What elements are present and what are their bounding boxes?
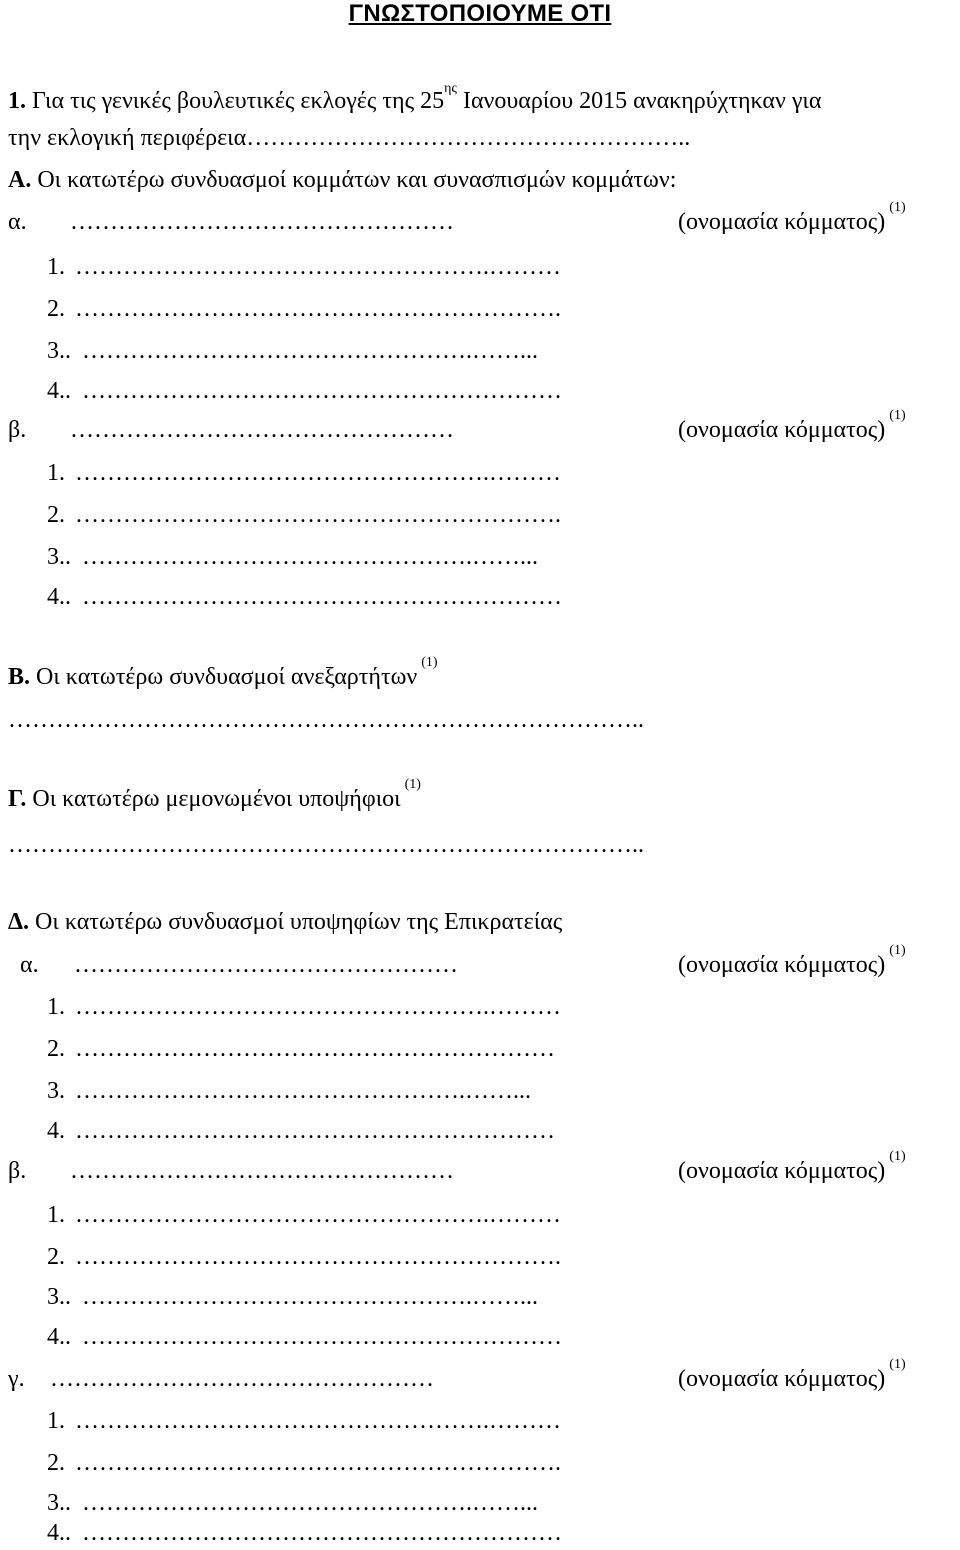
a-alpha-3: 3.. (47, 338, 71, 364)
a-beta-1: 1. (47, 460, 65, 486)
a-alpha-4: 4.. (47, 378, 71, 404)
a-alpha-2: 2. (47, 296, 65, 322)
section-c-fill: …………………………………………………………………….. (8, 832, 644, 858)
a-beta-2-fill: ……………………………………………………. (75, 502, 561, 528)
ref-note: (1) (889, 200, 906, 215)
d-beta-label: β. (8, 1158, 27, 1184)
section-b-fill: …………………………………………………………………….. (8, 707, 644, 733)
d-gamma-1-fill: …………………………………………….……… (75, 1408, 561, 1434)
a-alpha-fill: ………………………………………… (70, 209, 454, 235)
a-alpha-1-fill: …………………………………………….……… (75, 254, 561, 280)
a-beta-4: 4.. (47, 584, 71, 610)
a-beta-3: 3.. (47, 544, 71, 570)
section-c-heading (8, 777, 421, 816)
para1-text-a: Για τις γενικές βουλευτικές εκλογές της 25 (32, 88, 445, 114)
d-alpha-1-fill: …………………………………………….……… (75, 994, 561, 1020)
a-alpha-3-fill: ………………………………………….……... (82, 338, 538, 364)
section-d-heading (8, 905, 562, 939)
d-beta-1: 1. (47, 1202, 65, 1228)
para1-line2: την εκλογική περιφέρεια……………………………………………….. (8, 125, 691, 151)
a-alpha-party (678, 200, 906, 239)
d-gamma-4: 4.. (47, 1520, 71, 1546)
section-b-letter: Β. (8, 664, 31, 690)
d-gamma-3: 3.. (47, 1490, 71, 1516)
d-alpha-4: 4. (47, 1118, 65, 1144)
party-label: (ονομασία κόμματος) (678, 417, 886, 443)
d-beta-2-fill: ……………………………………………………. (75, 1244, 561, 1270)
party-label: (ονομασία κόμματος) (678, 209, 886, 235)
party-label: (ονομασία κόμματος) (678, 952, 886, 978)
d-beta-fill: ………………………………………… (70, 1158, 454, 1184)
d-alpha-3: 3. (47, 1078, 65, 1104)
page-title: ΓΝΩΣΤΟΠΟΙΟΥΜΕ ΟΤΙ (348, 0, 612, 27)
ref-note: (1) (889, 1149, 906, 1164)
d-beta-4-fill: …………………………………………………… (82, 1324, 562, 1350)
d-beta-party (678, 1149, 906, 1188)
d-alpha-4-fill: …………………………………………………… (75, 1118, 555, 1144)
a-beta-2: 2. (47, 502, 65, 528)
d-beta-3-fill: ………………………………………….……... (82, 1284, 538, 1310)
a-alpha-1: 1. (47, 254, 65, 280)
d-alpha-label: α. (20, 952, 39, 978)
a-beta-3-fill: ………………………………………….……... (82, 544, 538, 570)
d-beta-1-fill: …………………………………………….……… (75, 1202, 561, 1228)
d-beta-3: 3.. (47, 1284, 71, 1310)
a-alpha-4-fill: …………………………………………………… (82, 378, 562, 404)
section-a-heading (8, 163, 676, 197)
a-alpha-2-fill: ……………………………………………………. (75, 296, 561, 322)
d-alpha-2: 2. (47, 1036, 65, 1062)
a-beta-4-fill: …………………………………………………… (82, 584, 562, 610)
ref-note: (1) (404, 777, 421, 792)
party-label: (ονομασία κόμματος) (678, 1158, 886, 1184)
section-c-text: Οι κατωτέρω μεμονωμένοι υποψήφιοι (32, 786, 401, 812)
section-c-letter: Γ. (8, 786, 27, 812)
d-gamma-label: γ. (8, 1366, 25, 1392)
para1-line1 (8, 81, 822, 118)
section-b-heading (8, 655, 438, 694)
d-beta-2: 2. (47, 1244, 65, 1270)
a-alpha-label: α. (8, 209, 27, 235)
d-gamma-party (678, 1357, 906, 1396)
ref-note: (1) (889, 1357, 906, 1372)
d-alpha-3-fill: ………………………………………….……... (75, 1078, 531, 1104)
a-beta-party (678, 408, 906, 447)
section-d-text: Οι κατωτέρω συνδυασμοί υποψηφίων της Επικρατείας (35, 909, 563, 935)
d-gamma-3-fill: ………………………………………….……... (82, 1490, 538, 1516)
d-beta-4: 4.. (47, 1324, 71, 1350)
para1-text-b: Ιανουαρίου 2015 ανακηρύχτηκαν για (462, 88, 822, 114)
party-label: (ονομασία κόμματος) (678, 1366, 886, 1392)
d-gamma-2-fill: ……………………………………………………. (75, 1450, 561, 1476)
ref-note: (1) (889, 943, 906, 958)
section-b-text: Οι κατωτέρω συνδυασμοί ανεξαρτήτων (36, 664, 418, 690)
a-beta-label: β. (8, 417, 27, 443)
a-beta-fill: ………………………………………… (70, 417, 454, 443)
d-alpha-party (678, 943, 906, 982)
section-a-text: Οι κατωτέρω συνδυασμοί κομμάτων και συνασπισμών κομμάτων: (37, 167, 677, 193)
d-gamma-4-fill: …………………………………………………… (82, 1520, 562, 1546)
ref-note: (1) (421, 655, 438, 670)
ref-note: (1) (889, 408, 906, 423)
ordinal-suffix: ης (444, 81, 457, 96)
section-d-letter: Δ. (8, 909, 30, 935)
d-alpha-1: 1. (47, 994, 65, 1020)
section-a-letter: Α. (8, 167, 32, 193)
d-alpha-fill: ………………………………………… (74, 952, 458, 978)
d-gamma-1: 1. (47, 1408, 65, 1434)
d-gamma-2: 2. (47, 1450, 65, 1476)
para1-number: 1. (8, 88, 26, 114)
d-gamma-fill: ………………………………………… (50, 1366, 434, 1392)
a-beta-1-fill: …………………………………………….……… (75, 460, 561, 486)
d-alpha-2-fill: …………………………………………………… (75, 1036, 555, 1062)
